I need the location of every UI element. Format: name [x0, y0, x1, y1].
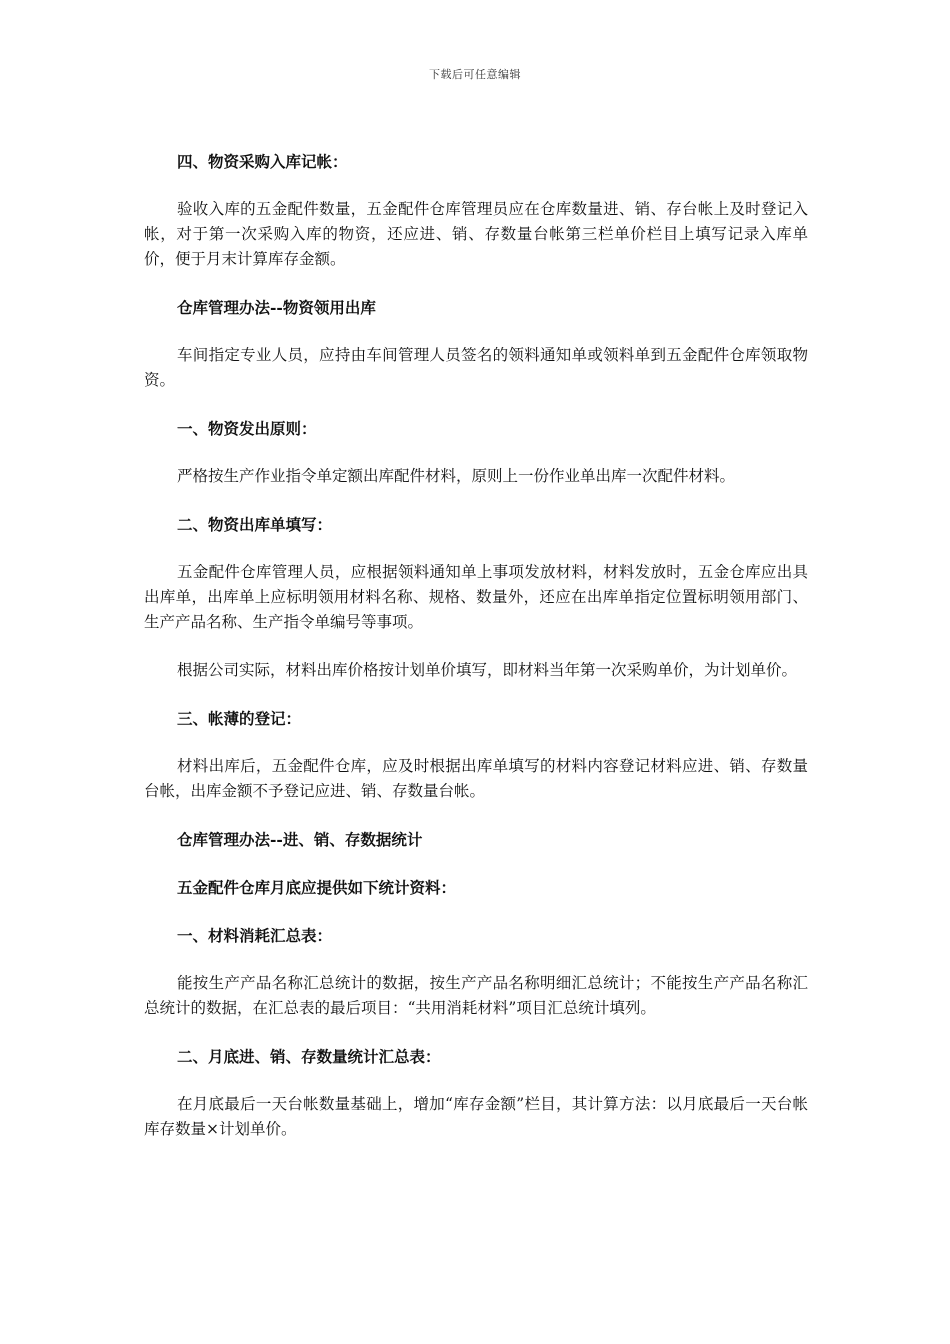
section-heading-month-end-summary: 二、月底进、销、存数量统计汇总表：: [177, 1047, 441, 1066]
paragraph-issue-price: 根据公司实际，材料出库价格按计划单价填写，即材料当年第一次采购单价，为计划单价。: [177, 661, 798, 679]
paragraph-ledger: 材料出库后，五金配件仓库，应及时根据出库单填写的材料内容登记材料应进、销、存数量台帐，出库金额不予登记应进、销、存数量台帐。: [144, 757, 808, 800]
paragraph-issue-slip: 五金配件仓库管理人员，应根据领料通知单上事项发放材料，材料发放时，五金仓库应出具出库单，出库单上应标明领用材料名称、规格、数量外，还应在出库单指定位置标明领用部门、生产产品名称、生产指令单编号等事项。: [144, 563, 808, 631]
paragraph-material-issue: 车间指定专业人员，应持由车间管理人员签名的领料通知单或领料单到五金配件仓库领取物资。: [144, 346, 808, 389]
paragraph-month-end-summary: 在月底最后一天台帐数量基础上，增加“库存金额”栏目，其计算方法：以月底最后一天台帐库存数量×计划单价。: [144, 1095, 808, 1138]
paragraph-purchase-entry: 验收入库的五金配件数量，五金配件仓库管理员应在仓库数量进、销、存台帐上及时登记入帐，对于第一次采购入库的物资，还应进、销、存数量台帐第三栏单价栏目上填写记录入库单价，便于月末计算库存金额。: [144, 200, 808, 268]
section-heading-consumption-summary: 一、材料消耗汇总表：: [177, 926, 333, 945]
page-header: 下载后可任意编辑: [429, 68, 521, 81]
paragraph-issue-principle: 严格按生产作业指令单定额出库配件材料，原则上一份作业单出库一次配件材料。: [177, 467, 736, 485]
section-heading-material-issue: 仓库管理办法--物资领用出库: [177, 298, 376, 317]
section-heading-ledger: 三、帐薄的登记：: [177, 709, 302, 728]
section-heading-monthly-data: 五金配件仓库月底应提供如下统计资料：: [177, 878, 457, 897]
section-heading-issue-principle: 一、物资发出原则：: [177, 419, 317, 438]
document-body: [144, 149, 808, 1165]
section-heading-purchase-entry: 四、物资采购入库记帐：: [177, 152, 348, 171]
section-heading-issue-slip: 二、物资出库单填写：: [177, 515, 333, 534]
section-heading-statistics: 仓库管理办法--进、销、存数据统计: [177, 830, 423, 849]
paragraph-consumption-summary: 能按生产产品名称汇总统计的数据，按生产产品名称明细汇总统计；不能按生产产品名称汇总统计的数据，在汇总表的最后项目：“共用消耗材料”项目汇总统计填列。: [144, 974, 808, 1017]
